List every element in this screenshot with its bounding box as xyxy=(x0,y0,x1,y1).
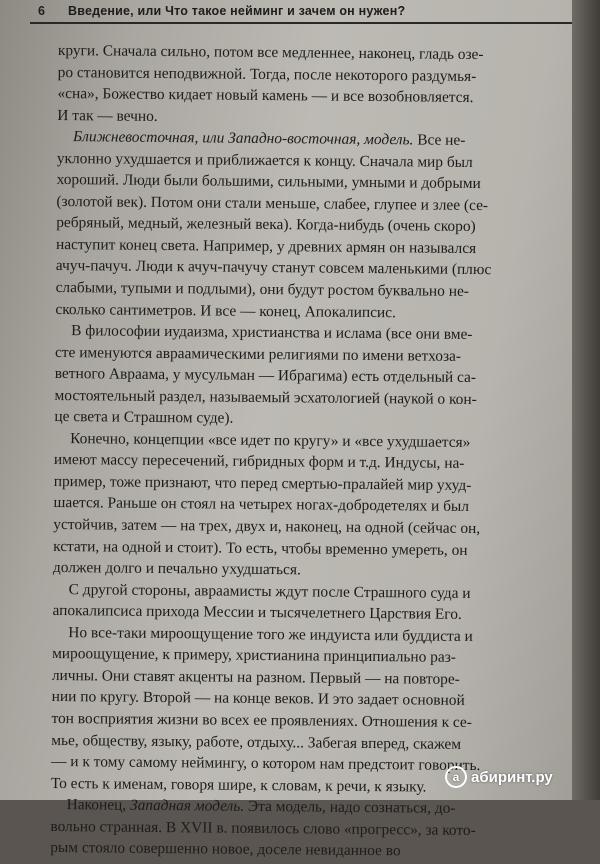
text-segment: имеют массу пересечений, гибридных форм и т.д. Индусы, на- xyxy=(53,451,465,473)
text-segment: нии по кругу. Второй — на конце веков. И это задает основной xyxy=(51,688,465,710)
text-segment: хороший. Люди были большими, сильными, умными и добрыми xyxy=(56,171,481,193)
text-segment: мироощущение, к примеру, христианина принципиально раз- xyxy=(52,645,457,667)
text-segment: личны. Они ставят акценты на разном. Первый — на повторе- xyxy=(51,666,460,688)
text-segment: уклонно ухудшается и приближается к концу. Сначала мир был xyxy=(56,149,473,171)
text-segment: Но все-таки мироощущение того же индуиста или буддиста и xyxy=(68,623,473,645)
text-segment: Наконец, xyxy=(66,796,131,814)
text-segment: Эта модель, надо сознаться, до- xyxy=(244,797,456,817)
text-segment: То есть к именам, говоря шире, к словам, к речи, к языку. xyxy=(50,774,427,796)
text-segment: — и к тому самому неймингу, о котором нам предстоит говорить. xyxy=(50,753,481,775)
text-segment: ро становится неподвижной. Тогда, после некоторого раздумья- xyxy=(57,63,477,85)
page-number: 6 xyxy=(38,4,45,18)
text-segment: наступит конец света. Например, у древних армян он назывался xyxy=(55,235,477,257)
text-segment: сколько сантиметров. И все — конец, Апокалипсис. xyxy=(55,300,396,321)
text-segment: вольно странная. В XVII в. появилось слово «прогресс», за кото- xyxy=(50,817,476,839)
text-segment: устойчив, затем — на трех, двух и, наконец, на одной (сейчас он, xyxy=(53,516,481,538)
text-line xyxy=(50,837,546,863)
text-segment: Ближневосточная, или Западно-восточная, модель. xyxy=(72,128,414,149)
watermark-text: абиринт.ру xyxy=(471,768,553,786)
watermark xyxy=(445,766,553,788)
text-segment: С другой стороны, авраамисты ждут после Страшного суда и xyxy=(68,580,471,602)
text-segment: рым стояло совершенно новое, доселе невиданное во xyxy=(50,839,401,860)
body-text xyxy=(50,40,554,864)
text-segment: кстати, на одной и стоит). То есть, чтобы временно умереть, он xyxy=(53,537,468,559)
text-segment: сте именуются авраамическими религиями по имени ветхоза- xyxy=(54,343,462,365)
text-segment: Все не- xyxy=(413,131,466,150)
text-segment: «сна», Божество кидает новый камень — и все возобновляется. xyxy=(57,85,474,107)
text-segment: мье, обществу, языку, работе, отдыху... Забегая вперед, скажем xyxy=(51,731,462,753)
running-title: Введение, или Что такое нейминг и зачем он нужен? xyxy=(68,4,406,18)
text-segment: ачуч-пачуч. Люди к ачуч-пачучу станут совсем маленькими (плюс xyxy=(55,257,492,279)
text-segment: апокалипсиса прихода Мессии и тысячелетнего Царствия Его. xyxy=(52,602,462,624)
text-segment: мостоятельный раздел, называемый эсхатологией (наукой о кон- xyxy=(54,386,477,408)
text-segment: И так — вечно. xyxy=(57,106,158,125)
text-segment: круги. Сначала сильно, потом все медленнее, наконец, гладь озе- xyxy=(57,41,484,64)
labirint-logo-icon: a xyxy=(445,766,467,788)
text-segment: должен долго и печально ухудшаться. xyxy=(52,559,301,579)
text-segment: це света и Страшном суде). xyxy=(54,408,234,427)
page-edge-shadow xyxy=(572,0,600,800)
text-segment: ребряный, медный, железный века). Когда-нибудь (очень скоро) xyxy=(56,214,476,236)
text-segment: Западная модель. xyxy=(129,796,245,815)
text-segment: (золотой век). Потом они стали меньше, слабее, глупее и злее (се- xyxy=(56,192,489,214)
text-segment: слабыми, тупыми и подлыми), они будут ростом буквально не- xyxy=(55,279,470,300)
text-segment: В философии иудаизма, христианства и ислама (все они вме- xyxy=(71,322,473,344)
text-segment: шается. Раньше он стоял на четырех ногах-добродетелях и был xyxy=(53,494,470,516)
text-segment: ветного Авраама, у мусульман — Ибрагима) есть отдельный са- xyxy=(54,365,477,387)
header-rule xyxy=(30,22,590,24)
text-segment: пример, тоже признают, что перед смертью-пралайей мир ухуд- xyxy=(53,472,472,494)
running-header xyxy=(0,0,580,22)
text-segment: тон восприятия жизни во всех ее проявлениях. Отношения к се- xyxy=(51,709,473,731)
text-segment: Конечно, концепции «все идет по кругу» и «все ухудшается» xyxy=(70,429,471,451)
